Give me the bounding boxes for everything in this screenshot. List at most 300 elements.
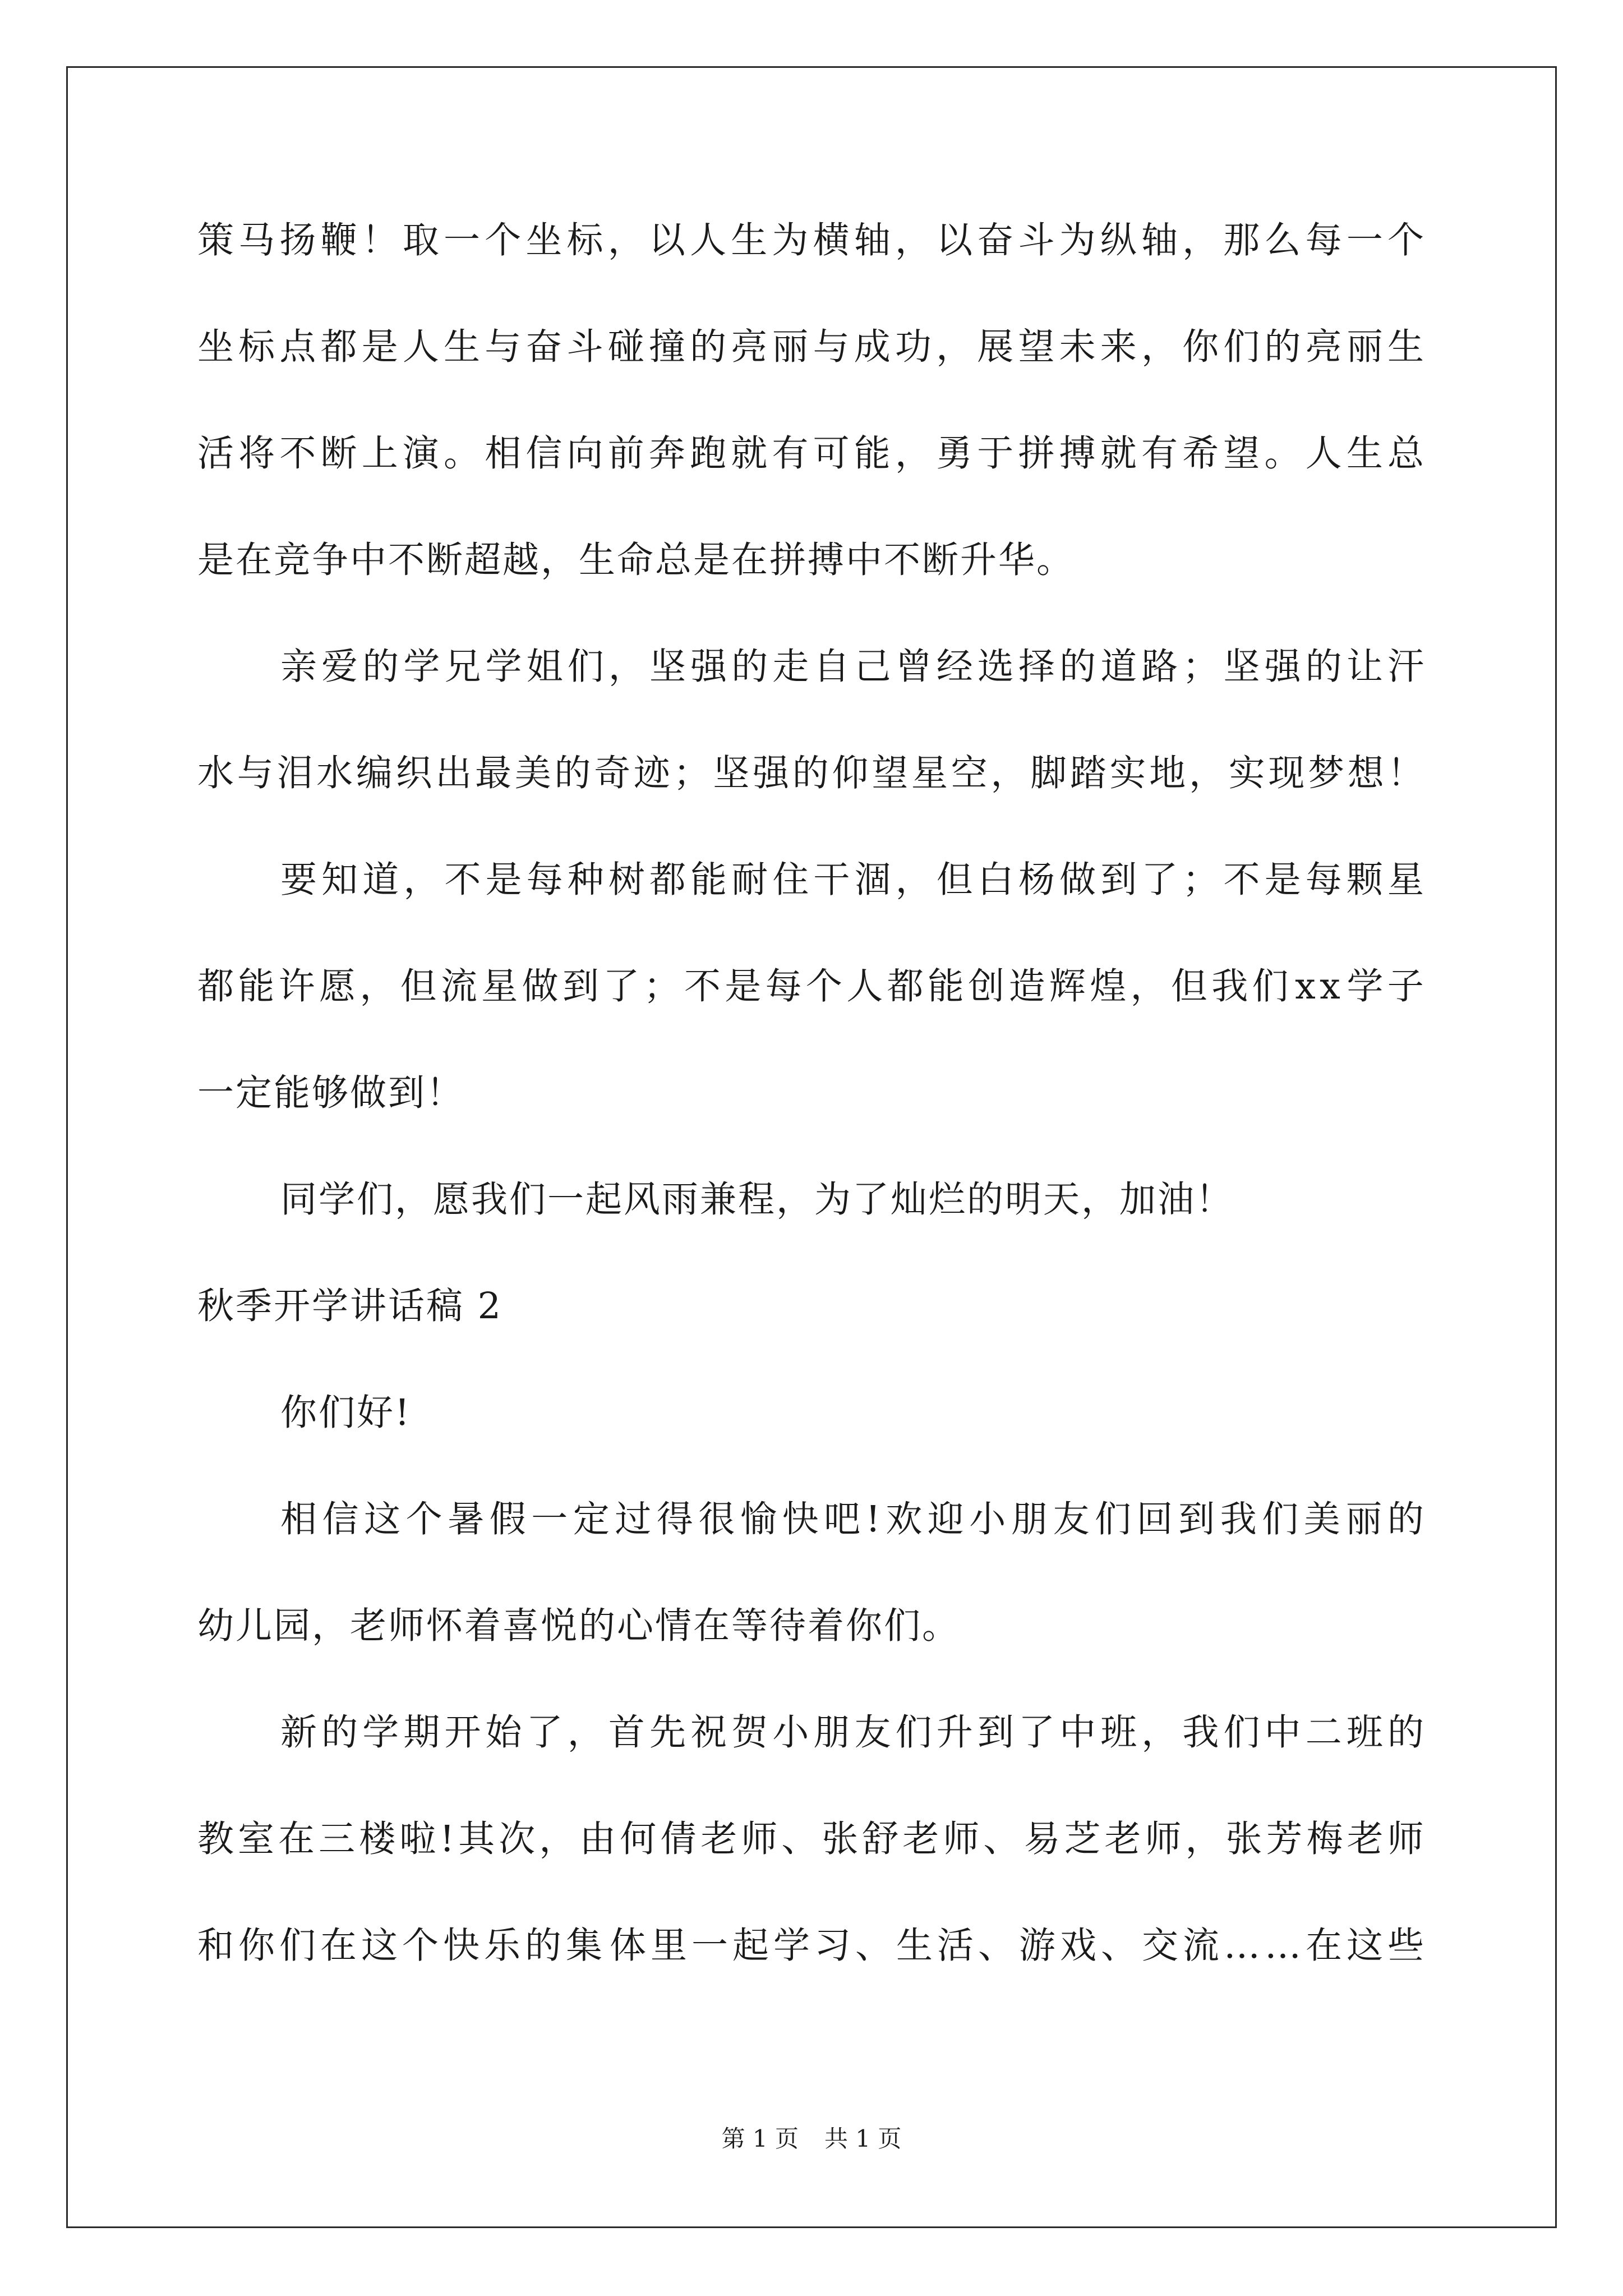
char: 拼	[1018, 432, 1057, 475]
char: 起	[732, 1925, 771, 1967]
char: 择	[1018, 646, 1057, 688]
char: ，	[895, 432, 933, 475]
char: 班	[1346, 1711, 1385, 1754]
char: 三	[319, 1818, 357, 1860]
char: 每	[765, 965, 804, 1007]
char: 个	[485, 219, 523, 261]
char: 二	[1305, 1711, 1344, 1754]
char: 朋	[1011, 1498, 1049, 1540]
char: 游	[1018, 1925, 1057, 1967]
char: 斗	[566, 326, 605, 368]
char: x	[1320, 965, 1342, 1007]
char: ，	[1130, 965, 1169, 1007]
char: 知	[321, 859, 360, 901]
char: 的	[1387, 1498, 1426, 1540]
text-line	[197, 1595, 1426, 1702]
char: 上	[361, 432, 400, 475]
line-text	[280, 1489, 1426, 1595]
char: 梦	[1308, 752, 1347, 794]
char: 碰	[607, 326, 646, 368]
char: 过	[615, 1498, 653, 1540]
char: 个	[1387, 219, 1426, 261]
char: 为	[1059, 219, 1098, 261]
char: 的	[792, 752, 831, 794]
char: 路	[1141, 646, 1180, 688]
char: 的	[690, 326, 728, 368]
char: 交	[1141, 1925, 1180, 1967]
char: 老	[700, 1818, 739, 1860]
char: 有	[1141, 432, 1179, 475]
char: 树	[608, 859, 647, 901]
line-text: 你们好!	[280, 1392, 412, 1434]
char: 种	[567, 859, 606, 901]
char: 迎	[927, 1498, 966, 1540]
page-footer	[0, 2120, 1623, 2154]
char: 快	[782, 1498, 820, 1540]
char: 中	[1059, 1711, 1098, 1754]
char: 们	[567, 646, 606, 688]
char: 、	[983, 1818, 1022, 1860]
char: 坚	[649, 646, 688, 688]
char: 颗	[1346, 859, 1385, 901]
text-line	[197, 1809, 1426, 1915]
char: 芝	[1064, 1818, 1103, 1860]
char: 的	[1264, 326, 1303, 368]
char: 强	[753, 752, 791, 794]
char: 但	[400, 965, 439, 1007]
char: 强	[690, 646, 729, 688]
char: 奋	[977, 219, 1016, 261]
char: 做	[1059, 859, 1098, 901]
char: 亮	[1305, 326, 1344, 368]
char: 都	[197, 965, 236, 1007]
char: 活	[937, 1925, 975, 1967]
char: 但	[936, 859, 975, 901]
line-text	[197, 210, 1426, 316]
char: ，	[1141, 326, 1179, 368]
char: 们	[1252, 965, 1290, 1007]
char: 其	[458, 1818, 497, 1860]
char: 生	[444, 326, 482, 368]
char: 每	[526, 859, 565, 901]
char: 马	[238, 219, 277, 261]
line-text	[280, 849, 1426, 956]
char: 成	[854, 326, 892, 368]
text-line	[197, 1062, 1426, 1169]
char: 走	[772, 646, 811, 688]
char: 了	[603, 965, 642, 1007]
line-text	[197, 423, 1426, 530]
char: 前	[607, 432, 646, 475]
char: 戏	[1059, 1925, 1098, 1967]
char: 些	[1387, 1925, 1426, 1967]
char: 的	[731, 646, 770, 688]
char: 假	[489, 1498, 528, 1540]
char: 美	[1303, 1498, 1342, 1540]
char: 辉	[1049, 965, 1087, 1007]
char: 学	[362, 1711, 401, 1754]
char: 与	[485, 326, 523, 368]
char: 涸	[854, 859, 893, 901]
char: 相	[485, 432, 523, 475]
char: 一	[444, 219, 482, 261]
char: 坐	[525, 219, 564, 261]
char: 新	[280, 1711, 319, 1754]
char: 生	[1387, 326, 1426, 368]
char: 美	[514, 752, 553, 794]
char: 相	[280, 1498, 319, 1540]
char: 能	[927, 965, 966, 1007]
char: 。	[444, 432, 482, 475]
char: 亮	[731, 326, 769, 368]
char: 望	[1018, 326, 1057, 368]
char: 那	[1223, 219, 1262, 261]
char: 到	[977, 1711, 1016, 1754]
char: 让	[1346, 646, 1385, 688]
char: 张	[1225, 1818, 1264, 1860]
line-text: 一定能够做到！	[197, 1072, 465, 1114]
text-line	[197, 316, 1426, 423]
char: 到	[1100, 859, 1139, 901]
char: 空	[951, 752, 989, 794]
char: 经	[936, 646, 975, 688]
char: 次	[499, 1818, 537, 1860]
char: ；	[673, 752, 712, 794]
char: 子	[1387, 965, 1426, 1007]
char: 勇	[936, 432, 975, 475]
line-text: 幼儿园，老师怀着喜悦的心情在等待着你们。	[197, 1605, 961, 1647]
char: 展	[977, 326, 1016, 368]
char: 能	[238, 965, 276, 1007]
char: 自	[813, 646, 852, 688]
char: 学	[485, 646, 524, 688]
char: ；	[1182, 646, 1221, 688]
char: 班	[1100, 1711, 1139, 1754]
char: 奇	[594, 752, 633, 794]
char: 以	[648, 219, 687, 261]
char: 愉	[740, 1498, 779, 1540]
char: 都	[320, 326, 359, 368]
char: 一	[691, 1925, 730, 1967]
page-number: 第 1 页	[721, 2125, 799, 2152]
char: 的	[554, 752, 593, 794]
line-text	[197, 1915, 1426, 2022]
char: 每	[1305, 859, 1344, 901]
char: 许	[278, 965, 317, 1007]
char: 不	[444, 859, 483, 901]
text-line	[197, 849, 1426, 956]
char: 不	[1223, 859, 1262, 901]
char: 个	[405, 1498, 444, 1540]
char: 希	[1182, 432, 1221, 475]
char: 实	[1228, 752, 1267, 794]
char: 、	[978, 1925, 1016, 1967]
char: 就	[731, 432, 769, 475]
char: 坚	[1223, 646, 1262, 688]
char: 们	[1223, 1711, 1262, 1754]
char: 。	[1264, 432, 1303, 475]
char: 斗	[1018, 219, 1057, 261]
char: 们	[1262, 1498, 1301, 1540]
char: 在	[1305, 1925, 1344, 1967]
line-text	[197, 316, 1426, 423]
text-line	[197, 1169, 1426, 1276]
char: 首	[608, 1711, 647, 1754]
char: 创	[968, 965, 1007, 1007]
char: 集	[566, 1925, 605, 1967]
char: 里	[650, 1925, 689, 1967]
char: 都	[649, 859, 688, 901]
char: 奔	[648, 432, 687, 475]
char: 人	[1305, 432, 1344, 475]
char: 人	[402, 326, 441, 368]
char: 脚	[1030, 752, 1069, 794]
char: 跑	[690, 432, 728, 475]
char: 人	[846, 965, 885, 1007]
char: 干	[813, 859, 852, 901]
char: 坚	[713, 752, 751, 794]
char: 流	[440, 965, 479, 1007]
char: 快	[443, 1925, 482, 1967]
char: 做	[522, 965, 560, 1007]
char: 了	[1018, 1711, 1057, 1754]
char: 教	[197, 1818, 236, 1860]
char: 星	[481, 965, 520, 1007]
char: 你	[238, 1925, 277, 1967]
char: ，	[895, 219, 933, 261]
char: 星	[1387, 859, 1426, 901]
char: 的	[525, 1925, 564, 1967]
char: 望	[1223, 432, 1262, 475]
char: 是	[1264, 859, 1303, 901]
char: 为	[772, 219, 810, 261]
char: 个	[805, 965, 844, 1007]
char: 这	[364, 1498, 403, 1540]
char: ！	[361, 219, 400, 261]
char: 星	[911, 752, 949, 794]
char: 出	[435, 752, 474, 794]
char: ，	[539, 1818, 578, 1860]
char: 迹	[633, 752, 672, 794]
char: 要	[280, 859, 319, 901]
char: 爱	[321, 646, 360, 688]
heading-text: 秋季开学讲话稿 2	[197, 1285, 503, 1327]
char: 撞	[648, 326, 687, 368]
char: 梅	[1306, 1818, 1345, 1860]
char: 信	[525, 432, 564, 475]
char: 了	[526, 1711, 565, 1754]
char: ，	[1141, 1711, 1180, 1754]
char: 始	[485, 1711, 524, 1754]
char: 断	[320, 432, 359, 475]
char: 与	[237, 752, 275, 794]
char: 祝	[690, 1711, 729, 1754]
line-text	[197, 743, 1426, 849]
char: 升	[936, 1711, 975, 1754]
char: 生	[731, 219, 769, 261]
char: …	[1223, 1925, 1262, 1967]
char: 亲	[280, 646, 319, 688]
char: 曾	[895, 646, 934, 688]
char: 在	[320, 1925, 359, 1967]
char: ，	[608, 646, 647, 688]
char: 们	[1095, 1498, 1133, 1540]
char: ，	[936, 326, 975, 368]
char: 学	[403, 646, 442, 688]
char: ；	[1182, 859, 1221, 901]
char: 老	[1347, 1818, 1385, 1860]
section-heading	[197, 1276, 1426, 1382]
char: 体	[609, 1925, 648, 1967]
char: 住	[772, 859, 811, 901]
char: 、	[781, 1818, 820, 1860]
char: 都	[887, 965, 925, 1007]
char: ，	[607, 219, 646, 261]
char: 是	[725, 965, 763, 1007]
char: 姐	[526, 646, 565, 688]
text-line	[197, 423, 1426, 530]
char: 选	[977, 646, 1016, 688]
char: 横	[813, 219, 851, 261]
char: 、	[1100, 1925, 1139, 1967]
char: 己	[854, 646, 893, 688]
char: …	[1264, 1925, 1303, 1967]
char: 编	[356, 752, 394, 794]
char: 吧	[824, 1498, 863, 1540]
text-line	[197, 210, 1426, 316]
char: 不	[684, 965, 722, 1007]
char: 轴	[854, 219, 892, 261]
text-line	[197, 1915, 1426, 2022]
char: 学	[1347, 965, 1385, 1007]
char: 有	[772, 432, 810, 475]
char: 由	[579, 1818, 618, 1860]
line-text	[280, 1702, 1426, 1809]
char: ，	[359, 965, 398, 1007]
char: 就	[1100, 432, 1138, 475]
char: 老	[902, 1818, 941, 1860]
char: 的	[1305, 646, 1344, 688]
char: 标	[566, 219, 605, 261]
char: 和	[197, 1925, 236, 1967]
char: 的	[362, 646, 401, 688]
char: 以	[936, 219, 975, 261]
char: 何	[620, 1818, 658, 1860]
char: 流	[1182, 1925, 1221, 1967]
char: 织	[395, 752, 434, 794]
page-total: 共 1 页	[824, 2125, 902, 2152]
char: 未	[1059, 326, 1098, 368]
char: 们	[895, 1711, 934, 1754]
char: 丽	[772, 326, 810, 368]
char: 的	[1387, 1711, 1426, 1754]
char: 我	[1182, 1711, 1221, 1754]
line-text	[280, 636, 1426, 743]
char: 师	[1387, 1818, 1426, 1860]
text-line	[197, 956, 1426, 1062]
char: 于	[977, 432, 1016, 475]
char: 总	[1387, 432, 1426, 475]
char: 了	[1141, 859, 1180, 901]
line-text	[197, 956, 1426, 1062]
char: !	[440, 1818, 457, 1860]
char: 想	[1347, 752, 1386, 794]
char: 耐	[731, 859, 770, 901]
document-body	[197, 210, 1426, 2022]
char: 不	[279, 432, 318, 475]
char: 倩	[660, 1818, 699, 1860]
char: 汗	[1387, 646, 1426, 688]
char: 这	[361, 1925, 400, 1967]
char: 生	[896, 1925, 934, 1967]
char: 杨	[1018, 859, 1057, 901]
char: 白	[977, 859, 1016, 901]
char: 们	[1223, 326, 1262, 368]
char: 仰	[832, 752, 870, 794]
char: 们	[279, 1925, 318, 1967]
char: 是	[485, 859, 524, 901]
char: 友	[1053, 1498, 1091, 1540]
char: 强	[1264, 646, 1303, 688]
char: 到	[562, 965, 601, 1007]
char: 学	[773, 1925, 811, 1967]
char: 啦	[399, 1818, 438, 1860]
char: 习	[814, 1925, 852, 1967]
char: 将	[238, 432, 277, 475]
char: 开	[444, 1711, 483, 1754]
text-line	[197, 1382, 1426, 1489]
char: 水	[316, 752, 355, 794]
char: 的	[321, 1711, 360, 1754]
char: ；	[643, 965, 682, 1007]
char: 来	[1100, 326, 1138, 368]
char: 、	[855, 1925, 893, 1967]
char: 芳	[1266, 1818, 1304, 1860]
line-text: 是在竞争中不断超越，生命总是在拼搏中不断升华。	[197, 539, 1075, 581]
char: 可	[813, 432, 851, 475]
char: 能	[854, 432, 892, 475]
char: 现	[1268, 752, 1307, 794]
char: 鞭	[320, 219, 359, 261]
char: 室	[238, 1818, 276, 1860]
text-line	[197, 1702, 1426, 1809]
char: 愿	[319, 965, 357, 1007]
char: 活	[197, 432, 236, 475]
char: 策	[197, 219, 236, 261]
char: 我	[1211, 965, 1250, 1007]
char: 先	[649, 1711, 688, 1754]
char: 造	[1008, 965, 1047, 1007]
char: ，	[990, 752, 1029, 794]
char: 很	[698, 1498, 737, 1540]
char: 踏	[1069, 752, 1108, 794]
char: 扬	[279, 219, 318, 261]
char: 道	[1100, 646, 1139, 688]
char: 张	[822, 1818, 860, 1860]
char: 功	[895, 326, 933, 368]
char: 朋	[813, 1711, 852, 1754]
char: 这	[1346, 1925, 1385, 1967]
char: 贺	[731, 1711, 770, 1754]
char: 人	[690, 219, 728, 261]
char: ，	[1182, 219, 1221, 261]
char: 舒	[862, 1818, 901, 1860]
char: 一	[1346, 219, 1385, 261]
char: 老	[1104, 1818, 1143, 1860]
char: 友	[854, 1711, 893, 1754]
char: ，	[403, 859, 442, 901]
text-line	[197, 636, 1426, 743]
